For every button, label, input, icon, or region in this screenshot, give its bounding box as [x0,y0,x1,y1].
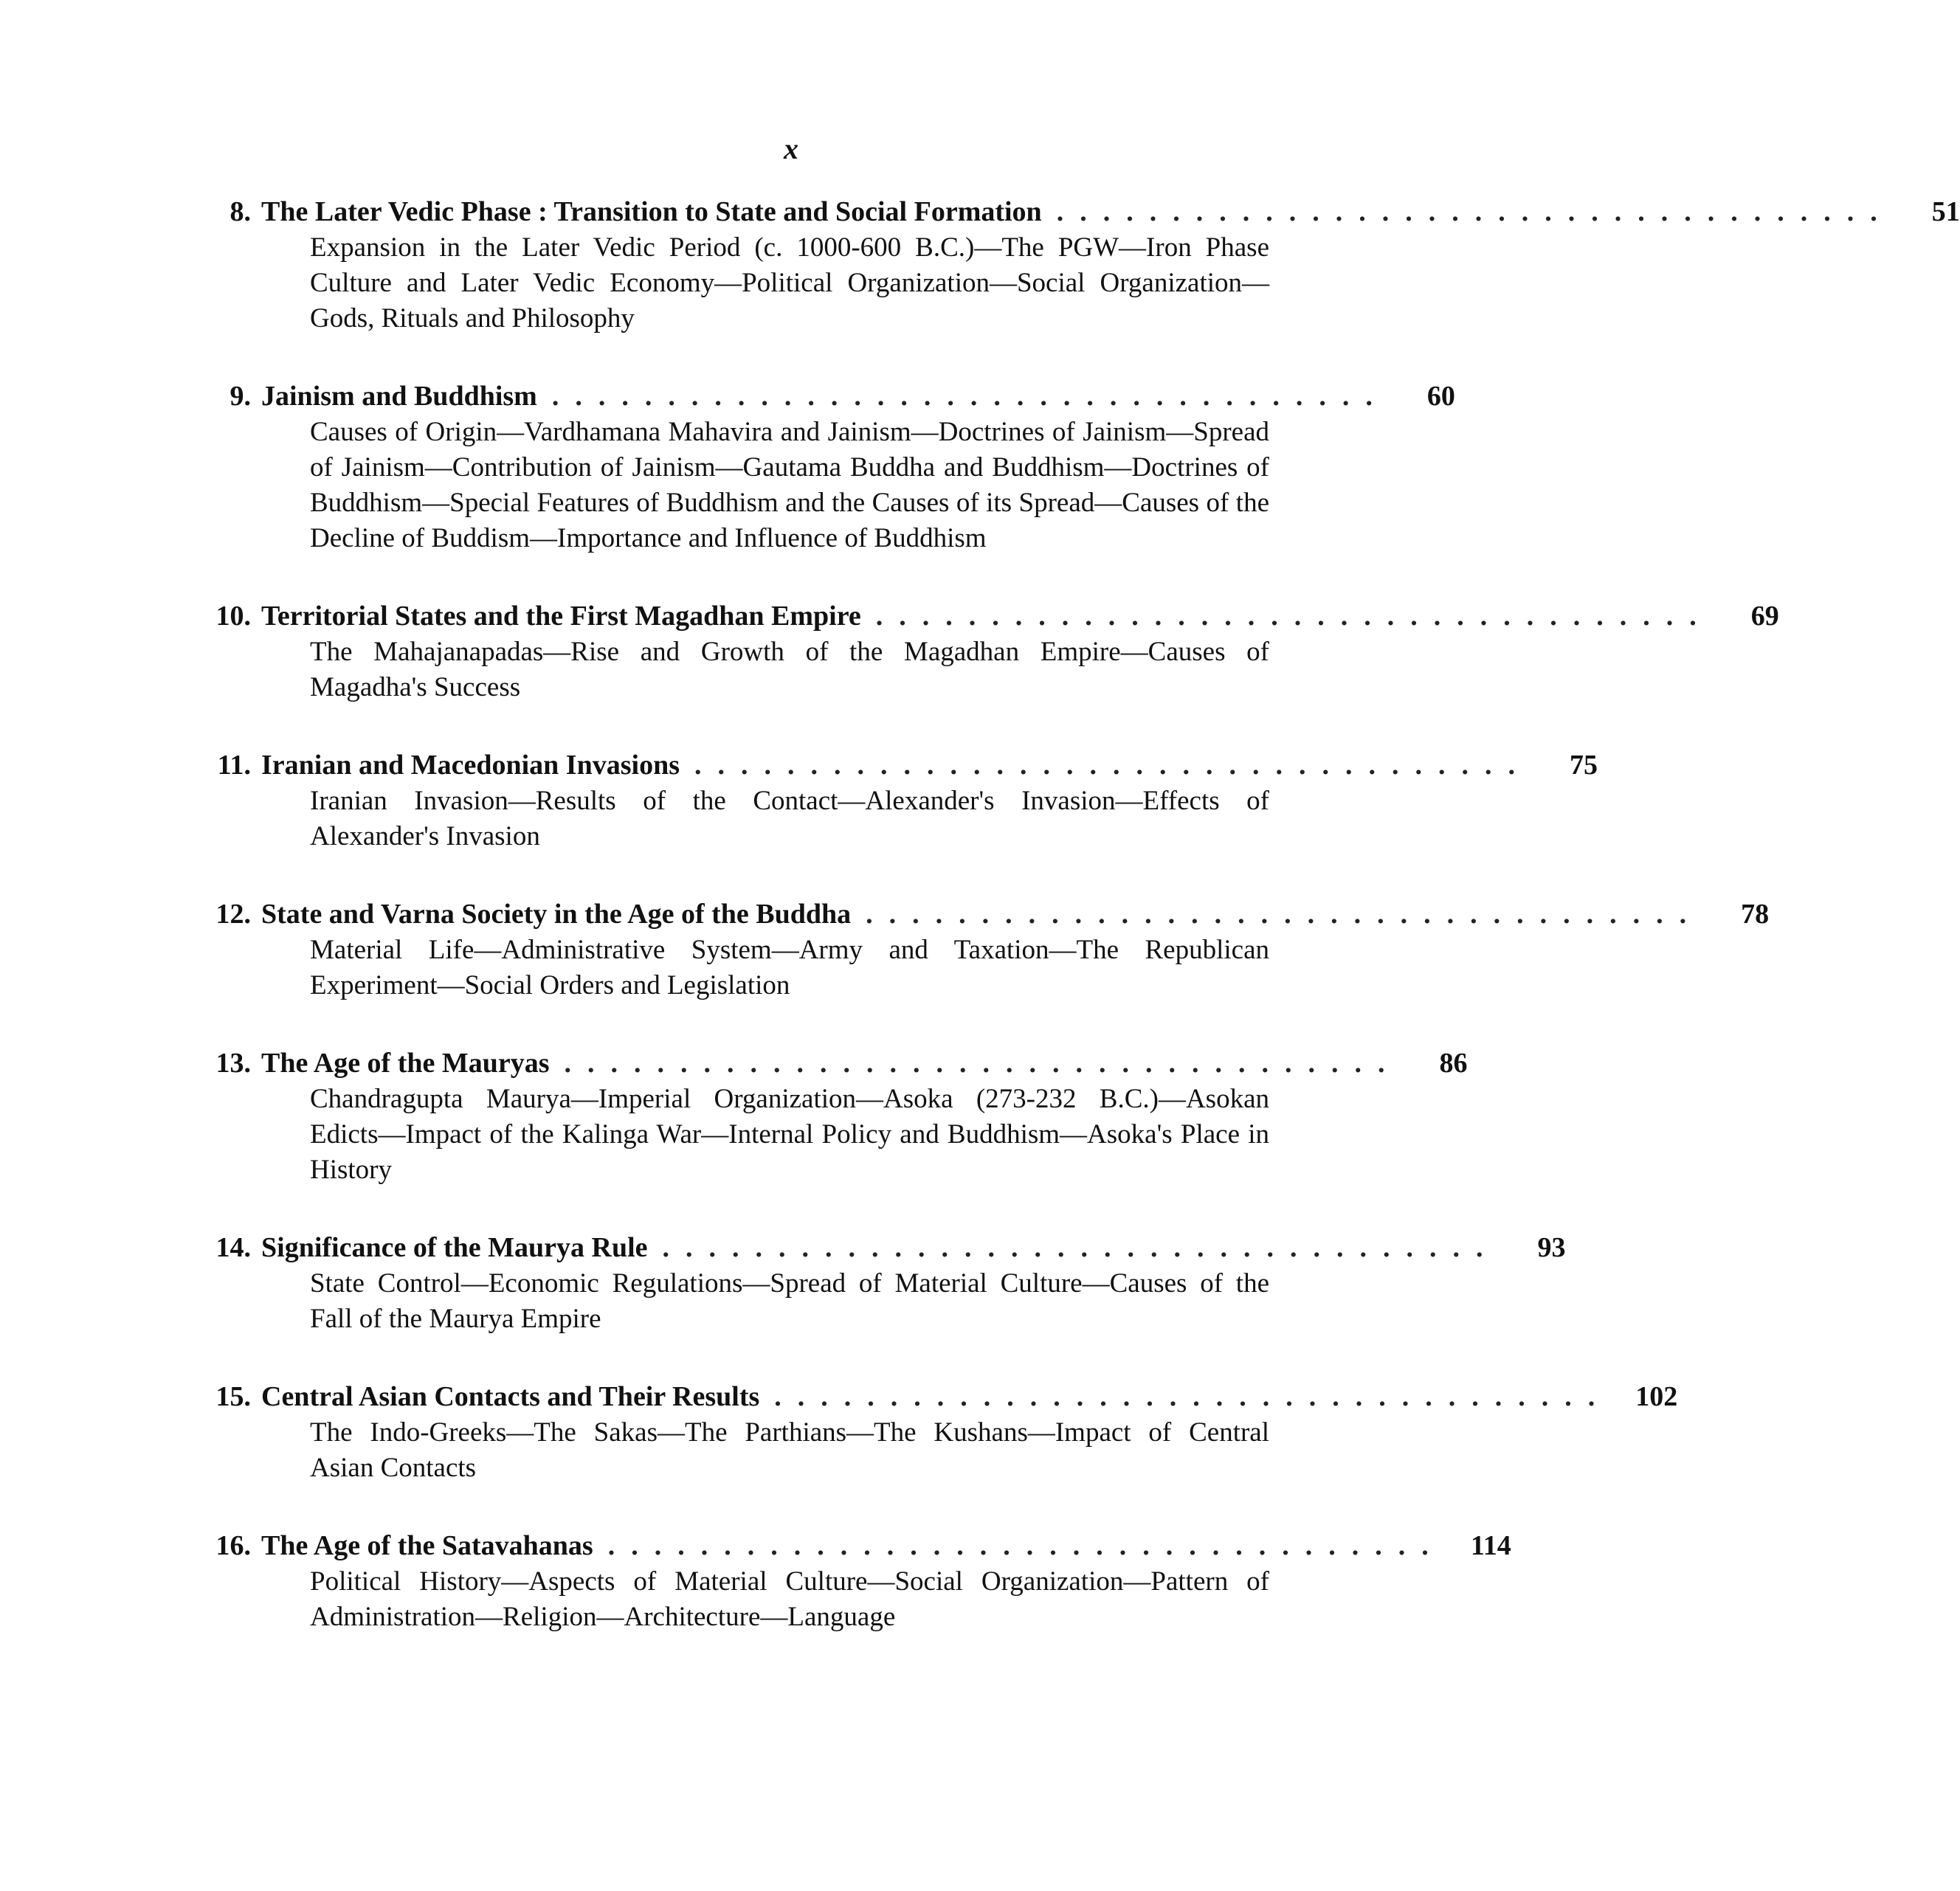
toc-entry-15 [192,1378,1678,1486]
chapter-description: Chandragupta Maurya—Imperial Organization—Asoka (273-232 B.C.)—Asokan Edicts—Impact of the Kalinga War—Internal Policy and Buddhism—Asoka's Place in History [310,1084,1269,1185]
page-number: 102 [1635,1381,1678,1412]
page-number: 93 [1537,1232,1566,1263]
toc-entry-14 [192,1229,1566,1337]
toc-entry-heading [192,193,1960,230]
dot-leader: .................................... [694,750,1531,781]
toc-entry-heading [192,1527,1511,1564]
chapter-description: Iranian Invasion—Results of the Contact—Alexander's Invasion—Effects of Alexander's Invasion [310,786,1269,851]
chapter-description: The Mahajanapadas—Rise and Growth of the Magadhan Empire—Causes of Magadha's Success [310,637,1269,702]
toc-entry-heading [192,598,1779,635]
dot-leader: .................................... [866,899,1703,930]
toc-entry-heading [192,747,1598,784]
toc-entry-8 [192,193,1960,336]
chapter-description: Expansion in the Later Vedic Period (c. 1000-600 B.C.)—The PGW—Iron Phase Culture and Later Vedic Economy—Political Organization—Social Organization—Gods, Rituals and Philosophy [310,232,1269,333]
toc-entry-11 [192,747,1598,854]
toc-entry-heading [192,1229,1566,1266]
dot-leader: .................................... [662,1232,1500,1263]
chapter-description: State Control—Economic Regulations—Spread of Material Culture—Causes of the Fall of the Maurya Empire [310,1268,1269,1334]
chapter-number: 10. [215,601,251,632]
chapter-number: 9. [230,381,251,412]
page-number: 78 [1741,899,1770,930]
chapter-title: Territorial States and the First Magadhan Empire [261,601,861,632]
page-number: 114 [1470,1530,1511,1561]
dot-leader: .................................... [551,381,1389,412]
page-number: 51 [1931,196,1960,227]
toc-entry-10 [192,598,1779,705]
dot-leader: .................................... [1056,196,1894,227]
chapter-title: Significance of the Maurya Rule [261,1232,648,1263]
page-number: 75 [1570,750,1598,781]
toc-entry-heading [192,1045,1468,1082]
chapter-description: The Indo-Greeks—The Sakas—The Parthians—The Kushans—Impact of Central Asian Contacts [310,1417,1269,1483]
page-label: x [784,132,798,165]
chapter-number: 8. [230,196,251,227]
toc-entry-13 [192,1045,1468,1188]
chapter-number: 14. [215,1232,251,1263]
toc-entry-12 [192,896,1770,1003]
dot-leader: .................................... [564,1048,1401,1079]
chapter-title: Iranian and Macedonian Invasions [261,750,680,781]
toc-entry-9 [192,378,1455,556]
toc-entry-heading [192,896,1770,933]
chapter-description: Material Life—Administrative System—Army and Taxation—The Republican Experiment—Social Orders and Legislation [310,935,1269,1000]
dot-leader: .................................... [774,1381,1612,1412]
chapter-description: Political History—Aspects of Material Culture—Social Organization—Pattern of Administration—Religion—Architecture—Language [310,1566,1269,1632]
toc-entry-heading [192,378,1455,415]
dot-leader: .................................... [875,601,1713,632]
chapter-title: The Age of the Satavahanas [261,1530,593,1561]
chapter-title: Central Asian Contacts and Their Results [261,1381,760,1412]
chapter-description: Causes of Origin—Vardhamana Mahavira and Jainism—Doctrines of Jainism—Spread of Jainism—Contribution of Jainism—Gautama Buddha and Buddhism—Doctrines of Buddhism—Special Features of Buddhism and the Causes of its Spread—Causes of the Decline of Buddism—Importance and Influence of Buddhism [310,417,1269,553]
page-number: 69 [1750,601,1779,632]
table-of-contents [192,193,1960,1676]
toc-entry-heading [192,1378,1678,1415]
toc-entry-16 [192,1527,1511,1635]
chapter-title: State and Varna Society in the Age of the Buddha [261,899,852,930]
page-number: 60 [1426,381,1455,412]
chapter-title: The Age of the Mauryas [261,1048,550,1079]
chapter-title: The Later Vedic Phase : Transition to State and Social Formation [261,196,1042,227]
page-number: 86 [1439,1048,1468,1079]
chapter-number: 15. [215,1381,251,1412]
chapter-title: Jainism and Buddhism [261,381,537,412]
chapter-number: 11. [217,750,251,781]
dot-leader: .................................... [607,1530,1445,1561]
chapter-number: 16. [215,1530,251,1561]
chapter-number: 12. [215,899,251,930]
chapter-number: 13. [215,1048,251,1079]
